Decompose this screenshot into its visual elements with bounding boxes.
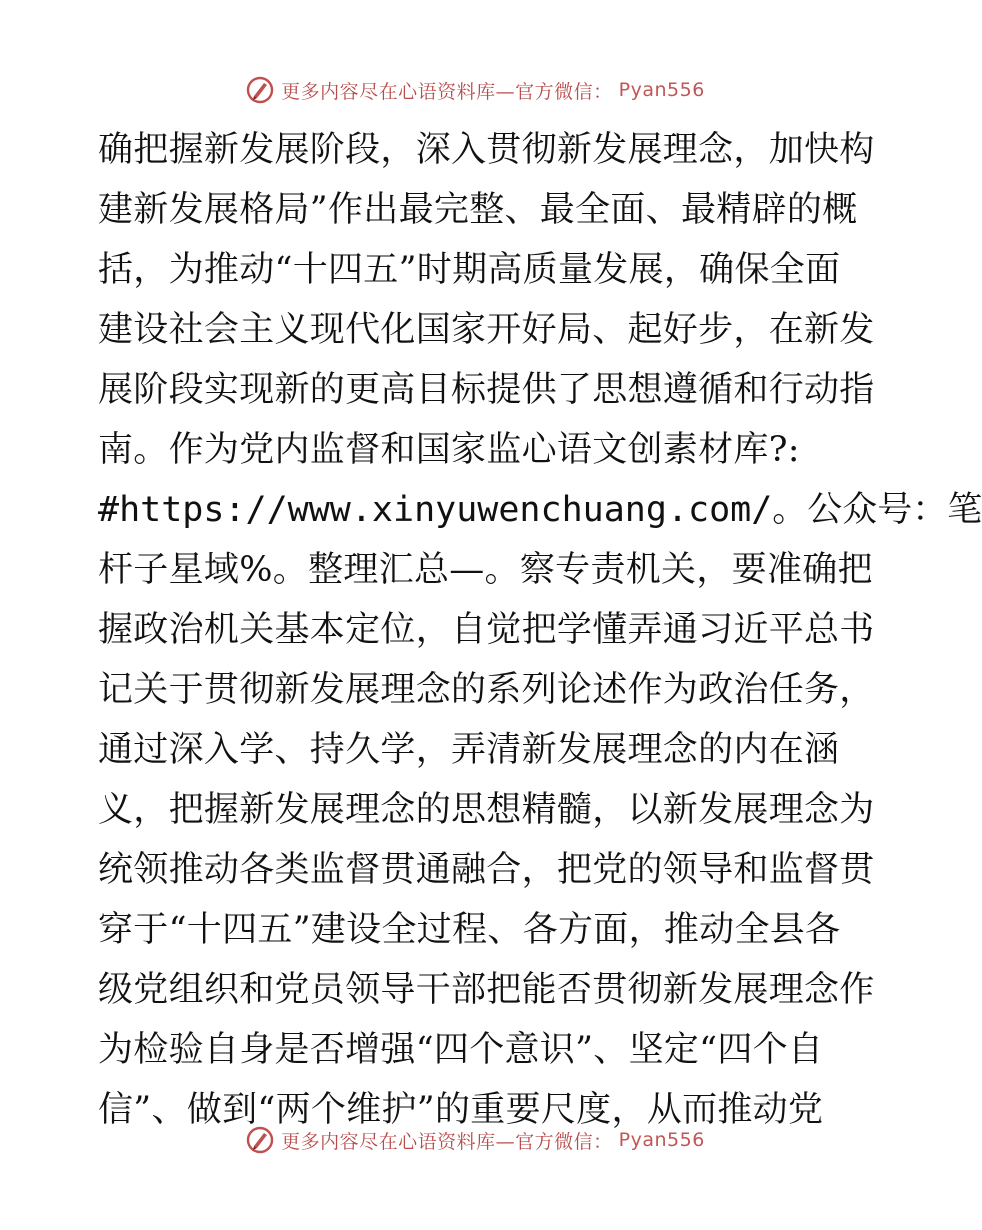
body-line-url	[98, 480, 982, 540]
body-line-5: 展阶段实现新的更高目标提供了思想遵循和行动指	[98, 370, 875, 410]
footer-banner-account: Pyan556	[618, 1129, 705, 1151]
body-line-17: 信”、做到“两个维护”的重要尺度，从而推动党	[98, 1090, 824, 1130]
header-banner-text: 更多内容尽在心语资料库—官方微信：	[281, 80, 613, 103]
body-line-1: 确把握新发展阶段，深入贯彻新发展理念，加快构	[98, 130, 875, 170]
header-watermark-banner	[0, 70, 950, 110]
document-body	[98, 120, 982, 1140]
pen-logo-icon	[245, 75, 275, 105]
url-line-tail: 。公众号：笔	[772, 490, 982, 530]
body-line-10: 记关于贯彻新发展理念的系列论述作为政治任务，	[98, 670, 875, 710]
body-line-9: 握政治机关基本定位，自觉把学懂弄通习近平总书	[98, 610, 875, 650]
body-line-15: 级党组织和党员领导干部把能否贯彻新发展理念作	[98, 970, 875, 1010]
pen-logo-icon	[245, 1125, 275, 1155]
body-line-6: 南。作为党内监督和国家监心语文创素材库?:	[98, 430, 800, 470]
footer-watermark-banner	[0, 1120, 950, 1160]
body-line-12: 义，把握新发展理念的思想精髓，以新发展理念为	[98, 790, 875, 830]
header-banner-account: Pyan556	[618, 79, 705, 101]
footer-banner-text: 更多内容尽在心语资料库—官方微信：	[281, 1130, 613, 1153]
source-url-text: #https://www.xinyuwenchuang.com/	[98, 490, 773, 530]
body-line-4: 建设社会主义现代化国家开好局、起好步，在新发	[98, 310, 875, 350]
body-line-11: 通过深入学、持久学，弄清新发展理念的内在涵	[98, 730, 840, 770]
body-line-13: 统领推动各类监督贯通融合，把党的领导和监督贯	[98, 850, 875, 890]
body-line-14: 穿于“十四五”建设全过程、各方面，推动全县各	[98, 910, 841, 950]
body-line-3: 括，为推动“十四五”时期高质量发展，确保全面	[98, 250, 841, 290]
body-line-8: 杆子星域%。整理汇总—。察专责机关，要准确把	[98, 550, 873, 590]
body-line-2: 建新发展格局”作出最完整、最全面、最精辟的概	[98, 190, 858, 230]
body-line-16: 为检验自身是否增强“四个意识”、坚定“四个自	[98, 1030, 824, 1070]
